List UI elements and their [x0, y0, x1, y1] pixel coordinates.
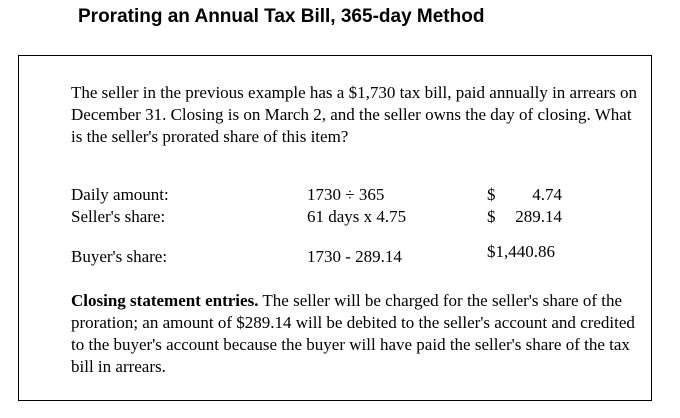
row-currency-daily-amount: $ [487, 185, 496, 204]
closing-statement-heading: Closing statement entries. [71, 291, 259, 310]
closing-statement-paragraph [71, 290, 646, 378]
closing-statement-text: The seller will be charged for the seller's share of the proration; an amount of $289.14 will be debited to the seller's account and credited to the buyer's account because the buyer will have paid the seller's share of the tax bill in arrears. [71, 291, 635, 376]
row-label-daily-amount: Daily amount: [71, 185, 169, 204]
page-title: Prorating an Annual Tax Bill, 365-day Method [78, 6, 485, 27]
row-currency-sellers-share: $ [487, 207, 496, 226]
row-label-sellers-share: Seller's share: [71, 207, 166, 226]
problem-statement: The seller in the previous example has a $1,730 tax bill, paid annually in arrears on December 31. Closing is on March 2, and the seller owns the day of closing. What is the seller's prorated share of this item? [71, 83, 638, 146]
row-amount-buyers-share: $1,440.86 [487, 242, 555, 261]
row-calc-buyers-share: 1730 - 289.14 [307, 247, 402, 266]
row-calc-sellers-share: 61 days x 4.75 [307, 207, 407, 226]
row-calc-daily-amount: 1730 ÷ 365 [307, 185, 385, 204]
row-amount-sellers-share: 289.14 [515, 207, 562, 226]
row-label-buyers-share: Buyer's share: [71, 247, 168, 266]
row-amount-daily-amount: 4.74 [532, 185, 562, 204]
